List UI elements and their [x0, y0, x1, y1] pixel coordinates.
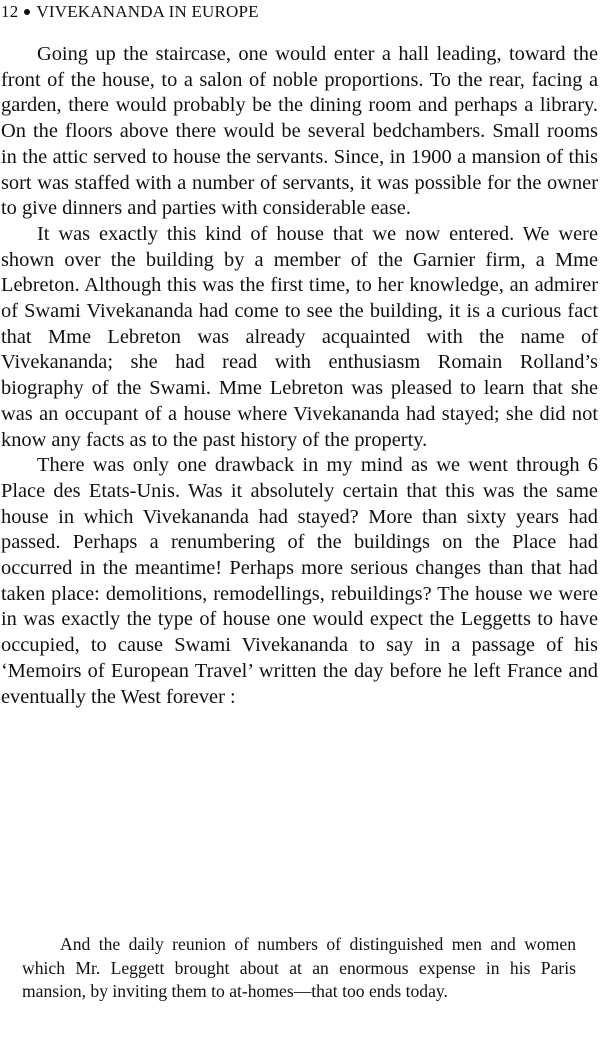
paragraph-house-description: Going up the staircase, one would enter a hall leading, toward the front of the house, to a salon of noble proportions. To the rear, facing a garden, there would probably be the dining room and perhaps a library. On the floors above there would be several bedchambers. Small rooms in the attic served to house the servants. Since, in 1900 a mansion of this sort was staffed with a number of servants, it was possible for the owner to give dinners and parties with considerable ease. [1, 43, 598, 220]
block-quote-text: And the daily reunion of numbers of distinguished men and women which Mr. Leggett brought about at an enormous expense in his Paris mansion, by inviting them to at-homes—that too ends today. [22, 934, 576, 1002]
block-quote [22, 933, 576, 1004]
page-number: 12 [1, 2, 19, 21]
running-title: VIVEKANANDA IN EUROPE [36, 2, 259, 21]
body-text [1, 42, 598, 710]
paragraph-visit: It was exactly this kind of house that we now entered. We were shown over the building by a member of the Garnier firm, a Mme Lebreton. Although this was the first time, to her knowledge, an admirer of Swami Vivekananda had come to see the building, it is a curious fact that Mme Lebreton was already acquainted with the name of Vivekananda; she had read with enthusiasm Romain Rolland’s biography of the Swami. Mme Lebreton was pleased to learn that she was an occupant of a house where Vivekananda had stayed; she did not know any facts as to the past history of the property. [1, 222, 598, 451]
running-header [1, 2, 259, 22]
bullet-separator-icon [24, 9, 30, 15]
paragraph-drawback: There was only one drawback in my mind as we went through 6 Place des Etats-Unis. Was it absolutely certain that this was the same house in which Vivekananda had stayed? More than sixty years had passed. Perhaps a renumbering of the buildings on the Place had occurred in the meantime! Perhaps more serious changes than that had taken place: demolitions, remodellings, rebuildings? The house we were in was exactly the type of house one would expect the Leggetts to have occupied, to cause Swami Vivekananda to say in a passage of his ‘Memoirs of European Travel’ written the day before he left France and eventually the West forever : [1, 454, 598, 708]
